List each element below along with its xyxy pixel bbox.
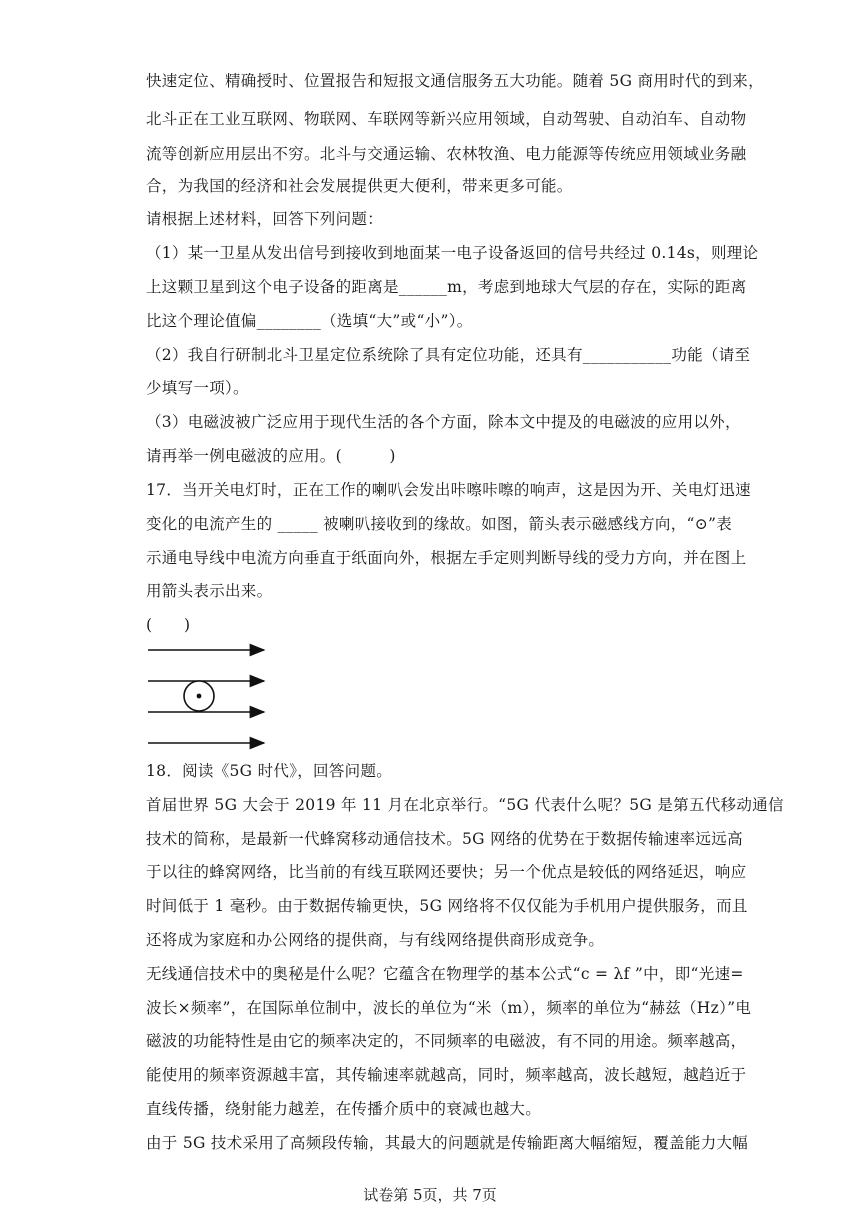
text-line: 能使用的频率资源越丰富，其传输速率就越高，同时，频率越高，波长越短，越趋近于 [146, 1066, 747, 1084]
text-line: 示通电导线中电流方向垂直于纸面向外，根据左手定则判断导线的受力方向，并在图上 [146, 549, 747, 567]
text-line: 请根据上述材料，回答下列问题： [146, 210, 384, 228]
text-line: 比这个理论值偏________（选填“大”或“小”）。 [146, 312, 473, 330]
question-1: （1）某一卫星从发出信号到接收到地面某一电子设备返回的信号共经过 0.14s，则理论 [146, 244, 759, 262]
page-footer: 试卷第 5页，共 7页 [363, 1186, 497, 1204]
text-line: 合，为我国的经济和社会发展提供更大便利，带来更多可能。 [146, 177, 573, 195]
answer-bracket: ( ) [146, 616, 191, 634]
question-18: 18．阅读《5G 时代》，回答问题。 [146, 762, 393, 780]
text-line: 上这颗卫星到这个电子设备的距离是______m，考虑到地球大气层的存在，实际的距离 [146, 278, 747, 296]
current-out-dot [197, 694, 202, 699]
text-line: 技术的简称，是最新一代蜂窝移动通信技术。5G 网络的优势在于数据传输速率远远高 [146, 830, 743, 848]
text-line: 无线通信技术中的奥秘是什么呢？它蕴含在物理学的基本公式“c = λf ”中，即“光速= [146, 965, 744, 983]
text-line: 北斗正在工业互联网、物联网、车联网等新兴应用领域，自动驾驶、自动泊车、自动物 [146, 110, 747, 128]
text-line: 磁波的功能特性是由它的频率决定的，不同频率的电磁波，有不同的用途。频率越高， [146, 1032, 747, 1050]
text-line: 还将成为家庭和办公网络的提供商，与有线网络提供商形成竞争。 [146, 931, 605, 949]
text-line: 快速定位、精确授时、位置报告和短报文通信服务五大功能。随着 5G 商用时代的到来， [146, 72, 764, 90]
text-line: 请再举一例电磁波的应用。( ) [146, 447, 396, 465]
text-line: 用箭头表示出来。 [146, 582, 273, 600]
text-line: 直线传播，绕射能力越差，在传播介质中的衰减也越大。 [146, 1100, 542, 1118]
text-line: 少填写一项）。 [146, 379, 249, 397]
text-line: 首届世界 5G 大会于 2019 年 11 月在北京举行。“5G 代表什么呢？5G 是第五代移动通信 [146, 796, 784, 814]
magnetic-field-figure [140, 640, 280, 756]
text-line: 由于 5G 技术采用了高频段传输，其最大的问题就是传输距离大幅缩短，覆盖能力大幅 [146, 1134, 749, 1152]
question-17: 17．当开关电灯时，正在工作的喇叭会发出咔嚓咔嚓的响声，这是因为开、关电灯迅速 [146, 481, 751, 499]
text-line: 时间低于 1 毫秒。由于数据传输更快，5G 网络将不仅仅能为手机用户提供服务，而且 [146, 897, 748, 915]
text-line: 于以往的蜂窝网络，比当前的有线互联网还要快；另一个优点是较低的网络延迟，响应 [146, 863, 747, 881]
question-3: （3）电磁波被广泛应用于现代生活的各个方面，除本文中提及的电磁波的应用以外， [146, 413, 741, 431]
text-line: 波长×频率”，在国际单位制中，波长的单位为“米（m），频率的单位为“赫兹（Hz）”电 [146, 999, 752, 1017]
question-2: （2）我自行研制北斗卫星定位系统除了具有定位功能，还具有___________功能（请至 [146, 346, 751, 364]
text-line: 流等创新应用层出不穷。北斗与交通运输、农林牧渔、电力能源等传统应用领域业务融 [146, 145, 747, 163]
text-line: 变化的电流产生的 _____ 被喇叭接收到的缘故。如图，箭头表示磁感线方向，“⊙”表 [146, 515, 733, 533]
